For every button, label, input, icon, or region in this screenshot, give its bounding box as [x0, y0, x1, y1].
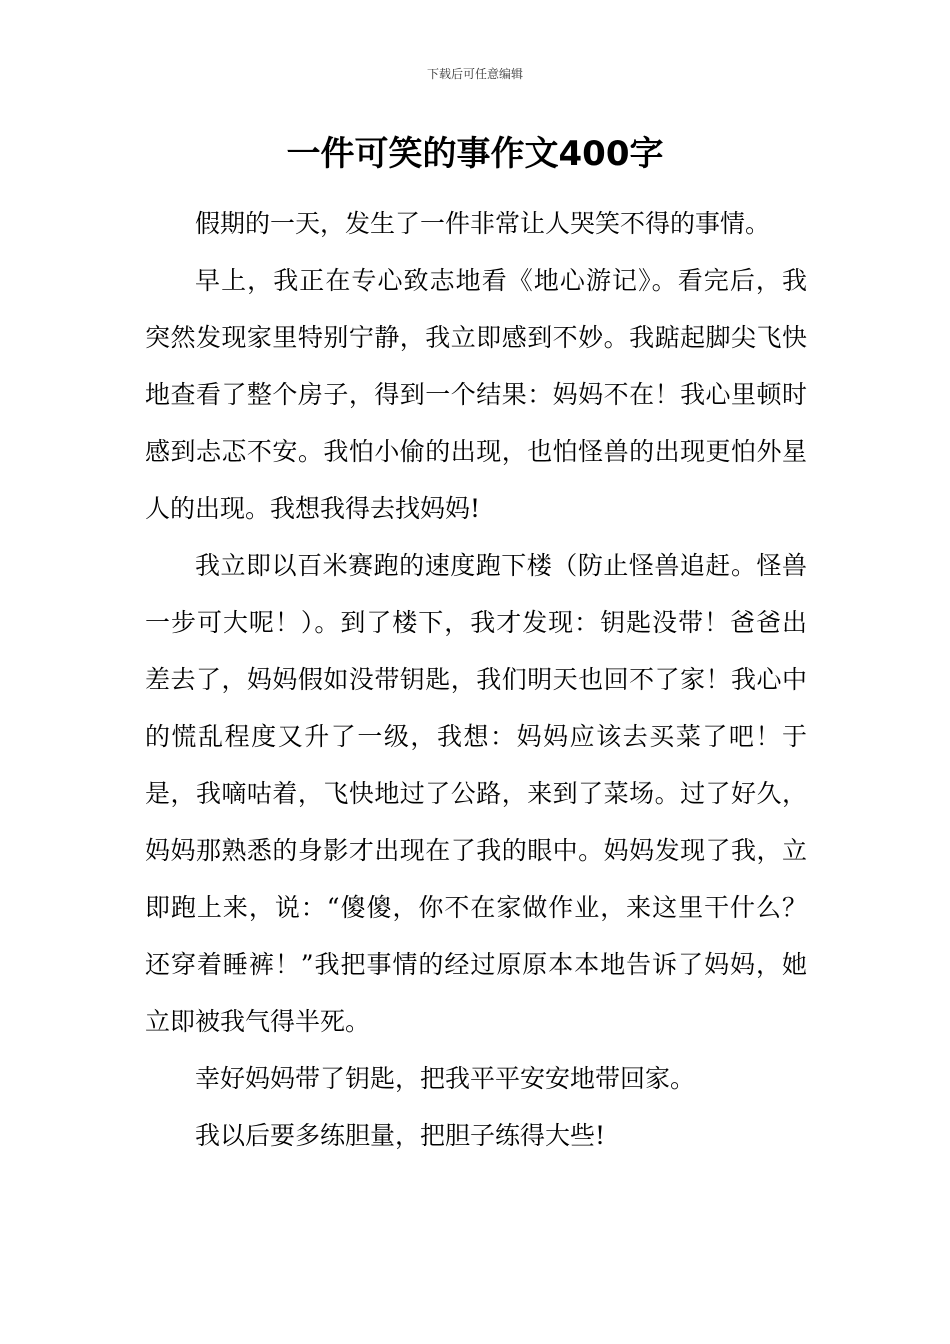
page-title: 一件可笑的事作文400字: [286, 134, 664, 174]
paragraph-2: 早上，我正在专心致志地看《地心游记》。看完后，我突然发现家里特别宁静，我立即感到不妙。我踮起脚尖飞快地查看了整个房子，得到一个结果：妈妈不在！我心里顿时感到忐忑不安。我怕小偷的出现，也怕怪兽的出现更怕外星人的出现。我想我得去找妈妈!: [145, 266, 807, 523]
paragraph-3: 我立即以百米赛跑的速度跑下楼（防止怪兽追赶。怪兽一步可大呢！）。到了楼下，我才发现：钥匙没带！爸爸出差去了，妈妈假如没带钥匙，我们明天也回不了家！我心中的慌乱程度又升了一级，我想：妈妈应该去买菜了吧！于是，我嘀咕着，飞快地过了公路，来到了菜场。过了好久，妈妈那熟悉的身影才出现在了我的眼中。妈妈发现了我，立即跑上来，说：“傻傻，你不在家做作业，来这里干什么？还穿着睡裤！”我把事情的经过原原本本地告诉了妈妈，她立即被我气得半死。: [145, 551, 807, 1036]
paragraph-1: 假期的一天，发生了一件非常让人哭笑不得的事情。: [195, 209, 771, 238]
essay-body: [145, 195, 807, 1164]
header-note: 下载后可任意编辑: [426, 67, 523, 81]
paragraph-4: 幸好妈妈带了钥匙，把我平平安安地带回家。: [195, 1064, 696, 1093]
paragraph-5: 我以后要多练胆量，把胆子练得大些!: [195, 1121, 606, 1150]
